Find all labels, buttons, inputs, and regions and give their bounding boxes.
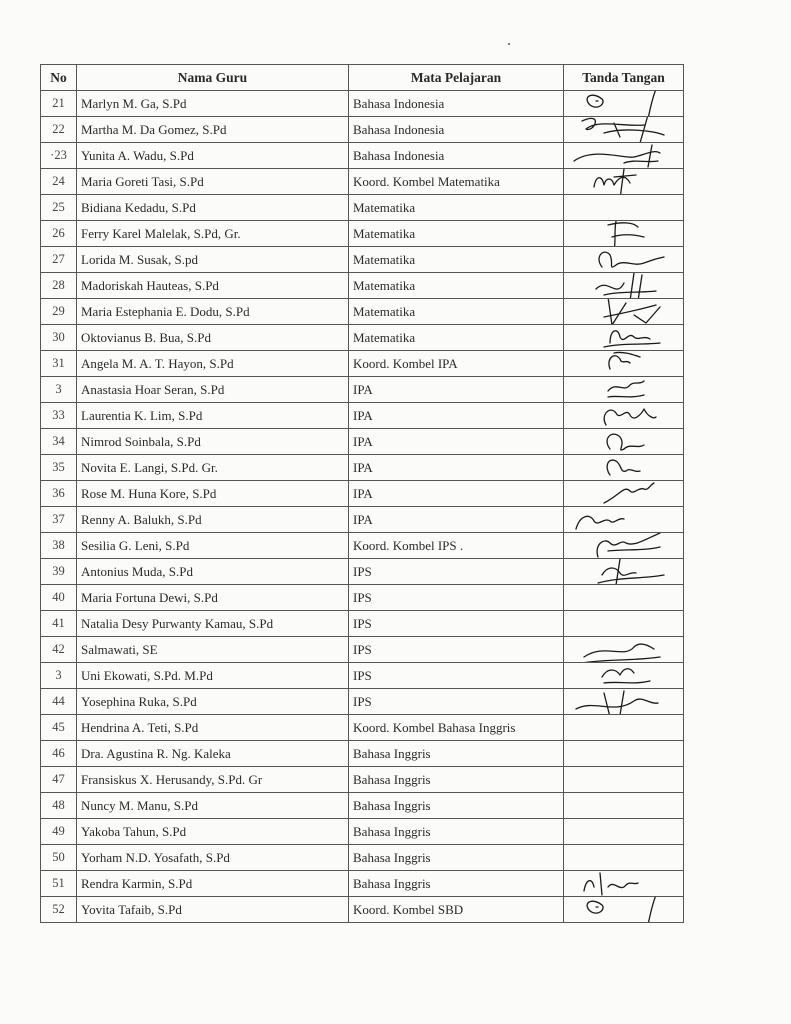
signature-cell [564, 715, 684, 741]
teacher-name: Hendrina A. Teti, S.Pd [77, 715, 349, 741]
subject: Matematika [349, 195, 564, 221]
row-number: 22 [41, 117, 77, 143]
table-row [41, 403, 684, 429]
table-row [41, 221, 684, 247]
signature-cell [564, 637, 684, 663]
teacher-name: Novita E. Langi, S.Pd. Gr. [77, 455, 349, 481]
table-row [41, 325, 684, 351]
row-number: 27 [41, 247, 77, 273]
header-signature: Tanda Tangan [564, 65, 684, 91]
handwritten-signature [564, 221, 684, 247]
table-row [41, 767, 684, 793]
table-row [41, 741, 684, 767]
signature-cell [564, 897, 684, 923]
subject: Matematika [349, 247, 564, 273]
handwritten-signature [564, 143, 684, 169]
table-row [41, 377, 684, 403]
signature-cell [564, 429, 684, 455]
handwritten-signature [564, 429, 684, 455]
handwritten-signature [564, 871, 684, 897]
subject: Bahasa Inggris [349, 741, 564, 767]
subject: IPA [349, 455, 564, 481]
table-row [41, 117, 684, 143]
row-number: 40 [41, 585, 77, 611]
teacher-name: Anastasia Hoar Seran, S.Pd [77, 377, 349, 403]
handwritten-signature [564, 403, 684, 429]
teacher-name: Rose M. Huna Kore, S.Pd [77, 481, 349, 507]
subject: Bahasa Indonesia [349, 117, 564, 143]
row-number: 29 [41, 299, 77, 325]
table-row [41, 611, 684, 637]
table-row [41, 273, 684, 299]
table-row [41, 533, 684, 559]
handwritten-signature [564, 533, 684, 559]
subject: Koord. Kombel Bahasa Inggris [349, 715, 564, 741]
signature-cell [564, 533, 684, 559]
subject: Matematika [349, 299, 564, 325]
signature-cell [564, 91, 684, 117]
row-number: 44 [41, 689, 77, 715]
subject: IPA [349, 377, 564, 403]
header-no: No [41, 65, 77, 91]
teacher-name: Natalia Desy Purwanty Kamau, S.Pd [77, 611, 349, 637]
handwritten-signature [564, 559, 684, 585]
teacher-name: Sesilia G. Leni, S.Pd [77, 533, 349, 559]
signature-cell [564, 481, 684, 507]
subject: Bahasa Indonesia [349, 91, 564, 117]
signature-cell [564, 221, 684, 247]
table-row [41, 689, 684, 715]
attendance-table [40, 64, 684, 923]
teacher-name: Nimrod Soinbala, S.Pd [77, 429, 349, 455]
handwritten-signature [564, 247, 684, 273]
table-row [41, 871, 684, 897]
teacher-name: Maria Fortuna Dewi, S.Pd [77, 585, 349, 611]
signature-cell [564, 169, 684, 195]
row-number: 35 [41, 455, 77, 481]
teacher-name: Martha M. Da Gomez, S.Pd [77, 117, 349, 143]
teacher-name: Uni Ekowati, S.Pd. M.Pd [77, 663, 349, 689]
subject: Bahasa Inggris [349, 819, 564, 845]
table-row [41, 507, 684, 533]
handwritten-signature [564, 663, 684, 689]
signature-cell [564, 455, 684, 481]
handwritten-signature [564, 117, 684, 143]
handwritten-signature [564, 351, 684, 377]
teacher-name: Lorida M. Susak, S.pd [77, 247, 349, 273]
table-row [41, 559, 684, 585]
subject: Koord. Kombel IPA [349, 351, 564, 377]
subject: Koord. Kombel SBD [349, 897, 564, 923]
row-number: 51 [41, 871, 77, 897]
teacher-name: Marlyn M. Ga, S.Pd [77, 91, 349, 117]
signature-cell [564, 403, 684, 429]
signature-cell [564, 871, 684, 897]
teacher-name: Renny A. Balukh, S.Pd [77, 507, 349, 533]
subject: Bahasa Indonesia [349, 143, 564, 169]
table-row [41, 663, 684, 689]
table-row [41, 585, 684, 611]
subject: Koord. Kombel IPS . [349, 533, 564, 559]
subject: Bahasa Inggris [349, 767, 564, 793]
row-number: 34 [41, 429, 77, 455]
teacher-name: Oktovianus B. Bua, S.Pd [77, 325, 349, 351]
subject: IPS [349, 663, 564, 689]
row-number: 3 [41, 663, 77, 689]
header-subject: Mata Pelajaran [349, 65, 564, 91]
handwritten-signature [564, 637, 684, 663]
teacher-name: Yorham N.D. Yosafath, S.Pd [77, 845, 349, 871]
signature-cell [564, 507, 684, 533]
row-number: 39 [41, 559, 77, 585]
subject: Matematika [349, 325, 564, 351]
signature-cell [564, 143, 684, 169]
subject: Matematika [349, 221, 564, 247]
table-row [41, 637, 684, 663]
table-row [41, 195, 684, 221]
row-number: 21 [41, 91, 77, 117]
handwritten-signature [564, 299, 684, 325]
subject: Matematika [349, 273, 564, 299]
teacher-name: Yovita Tafaib, S.Pd [77, 897, 349, 923]
signature-cell [564, 819, 684, 845]
teacher-name: Rendra Karmin, S.Pd [77, 871, 349, 897]
row-number: ·23 [41, 143, 77, 169]
subject: IPA [349, 507, 564, 533]
signature-cell [564, 585, 684, 611]
table-row [41, 455, 684, 481]
row-number: 46 [41, 741, 77, 767]
table-row [41, 351, 684, 377]
teacher-name: Yakoba Tahun, S.Pd [77, 819, 349, 845]
row-number: 41 [41, 611, 77, 637]
subject: IPA [349, 403, 564, 429]
row-number: 25 [41, 195, 77, 221]
table-row [41, 845, 684, 871]
table-row [41, 169, 684, 195]
signature-cell [564, 845, 684, 871]
handwritten-signature [564, 689, 684, 715]
row-number: 47 [41, 767, 77, 793]
handwritten-signature [564, 169, 684, 195]
teacher-name: Angela M. A. T. Hayon, S.Pd [77, 351, 349, 377]
signature-cell [564, 299, 684, 325]
signature-cell [564, 247, 684, 273]
signature-cell [564, 663, 684, 689]
signature-cell [564, 325, 684, 351]
signature-cell [564, 689, 684, 715]
row-number: 37 [41, 507, 77, 533]
row-number: 48 [41, 793, 77, 819]
handwritten-signature [564, 481, 684, 507]
subject: IPS [349, 559, 564, 585]
table-row [41, 819, 684, 845]
signature-cell [564, 273, 684, 299]
teacher-name: Laurentia K. Lim, S.Pd [77, 403, 349, 429]
row-number: 31 [41, 351, 77, 377]
row-number: 24 [41, 169, 77, 195]
handwritten-signature [564, 507, 684, 533]
teacher-name: Maria Estephania E. Dodu, S.Pd [77, 299, 349, 325]
subject: IPS [349, 637, 564, 663]
row-number: 36 [41, 481, 77, 507]
row-number: 26 [41, 221, 77, 247]
signature-cell [564, 793, 684, 819]
subject: IPS [349, 611, 564, 637]
teacher-name: Dra. Agustina R. Ng. Kaleka [77, 741, 349, 767]
handwritten-signature [564, 377, 684, 403]
table-row [41, 143, 684, 169]
table-row [41, 91, 684, 117]
teacher-name: Ferry Karel Malelak, S.Pd, Gr. [77, 221, 349, 247]
row-number: 49 [41, 819, 77, 845]
subject: IPS [349, 585, 564, 611]
handwritten-signature [564, 455, 684, 481]
signature-cell [564, 377, 684, 403]
row-number: 42 [41, 637, 77, 663]
signature-cell [564, 559, 684, 585]
teacher-name: Antonius Muda, S.Pd [77, 559, 349, 585]
header-name: Nama Guru [77, 65, 349, 91]
row-number: 33 [41, 403, 77, 429]
signature-cell [564, 195, 684, 221]
handwritten-signature [564, 325, 684, 351]
table-body [41, 91, 684, 923]
teacher-name: Fransiskus X. Herusandy, S.Pd. Gr [77, 767, 349, 793]
teacher-name: Bidiana Kedadu, S.Pd [77, 195, 349, 221]
subject: Koord. Kombel Matematika [349, 169, 564, 195]
signature-cell [564, 611, 684, 637]
handwritten-signature [564, 897, 684, 923]
table-row [41, 897, 684, 923]
teacher-name: Salmawati, SE [77, 637, 349, 663]
table-row [41, 793, 684, 819]
table-row [41, 247, 684, 273]
teacher-name: Maria Goreti Tasi, S.Pd [77, 169, 349, 195]
table-row [41, 481, 684, 507]
signature-cell [564, 117, 684, 143]
teacher-name: Yosephina Ruka, S.Pd [77, 689, 349, 715]
table-row [41, 715, 684, 741]
subject: IPA [349, 481, 564, 507]
signature-cell [564, 351, 684, 377]
signature-cell [564, 767, 684, 793]
table-row [41, 429, 684, 455]
teacher-name: Nuncy M. Manu, S.Pd [77, 793, 349, 819]
subject: Bahasa Inggris [349, 845, 564, 871]
teacher-name: Madoriskah Hauteas, S.Pd [77, 273, 349, 299]
subject: Bahasa Inggris [349, 871, 564, 897]
table-row [41, 299, 684, 325]
header-row [41, 65, 684, 91]
row-number: 50 [41, 845, 77, 871]
row-number: 38 [41, 533, 77, 559]
handwritten-signature [564, 91, 684, 117]
row-number: 52 [41, 897, 77, 923]
signature-cell [564, 741, 684, 767]
handwritten-signature [564, 273, 684, 299]
row-number: 3 [41, 377, 77, 403]
row-number: 28 [41, 273, 77, 299]
teacher-name: Yunita A. Wadu, S.Pd [77, 143, 349, 169]
scan-speck [508, 43, 510, 45]
subject: IPA [349, 429, 564, 455]
row-number: 45 [41, 715, 77, 741]
subject: IPS [349, 689, 564, 715]
row-number: 30 [41, 325, 77, 351]
subject: Bahasa Inggris [349, 793, 564, 819]
